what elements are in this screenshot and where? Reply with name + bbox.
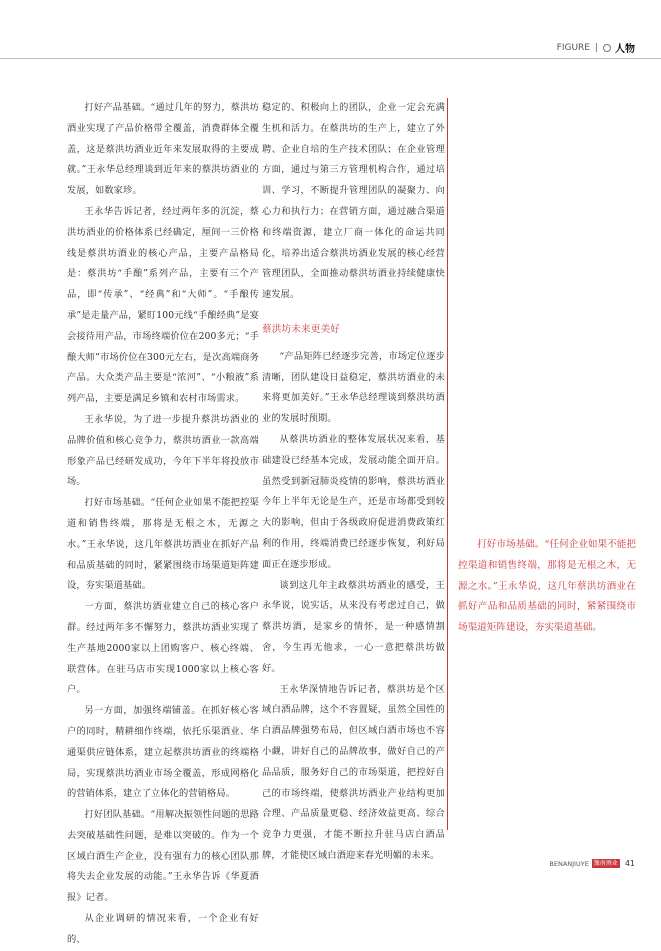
header-divider — [596, 43, 597, 52]
magazine-badge: 豫南酒业 — [593, 860, 618, 867]
category-label: 人物 — [615, 44, 635, 55]
page-header — [557, 40, 635, 55]
spacer — [262, 306, 445, 320]
circle-icon — [603, 44, 611, 52]
paragraph: 打好产品基础。“通过几年的努力，蔡洪坊酒业实现了产品价格带全覆盖，消费群体全覆盖，这是蔡洪坊酒业近年来发展取得的主要成就。”王永华总经理谈到近年来的蔡洪坊酒业的发展，如数家珍。 — [67, 102, 259, 197]
paragraph: “产品矩阵已经逐步完善，市场定位逐步清晰，团队建设日益稳定，蔡洪坊酒业的未来将更加美好。”王永华总经理谈到蔡洪坊酒业的发展时预期。 — [262, 350, 445, 425]
paragraph: 谈到这几年主政蔡洪坊酒业的感受，王永华说，说实话，从来没有考虑过自己，做蔡洪坊酒，是家乡的情怀，是一种感情割舍，今生再无他求，一心一意把蔡洪坊做好。 — [262, 579, 445, 674]
paragraph: 王永华告诉记者，经过两年多的沉淀，蔡洪坊酒业的价格体系已经确定，厘间一三价格线是蔡洪坊酒业的核心产品，主要产品格局是：蔡洪坊“手酿”系列产品，主要有三个产品，即“传承”、“经典”和“大师”。“手酿传承”是走量产品，紧盯100元线“手酿经典”是宴会接待用产品，市场终端价位在200多元；“手酿大师”市场价位在300元左右，是次高端商务产品。大众类产品主要是“浓河”、“小粮液”系列产品，主要是满足乡镇和农村市场需求。 — [67, 205, 259, 405]
article-column-2 — [262, 98, 445, 867]
pull-quote: 打好市场基础。“任何企业如果不能把控渠道和销售终端，那将是无根之木，无源之水。”王永华说，这几年蔡洪坊酒业在抓好产品和品质基础的同时，紧紧围绕市场渠道矩阵建设，夯实渠道基础。 — [458, 539, 636, 634]
paragraph: 打好市场基础。“任何企业如果不能把控渠道和销售终端，那将是无根之木，无源之水。”王永华说，这几年蔡洪坊酒业在抓好产品和品质基础的同时，紧紧围绕市场渠道矩阵建设，夯实渠道基础。 — [67, 497, 259, 592]
paragraph: 稳定的、积极向上的团队，企业一定会充满生机和活力。在蔡洪坊的生产上，建立了外聘、企业自培的生产技术团队；在企业管理方面，通过与第三方管理机构合作，通过培训、学习，不断提升管理团队的凝聚力、向心力和执行力；在营销方面，通过融合渠道和终端资源，建立厂商一体化的命运共同化，培养出适合蔡洪坊酒业发展的核心经营管理团队，全面推动蔡洪坊酒业持续健康快速发展。 — [262, 102, 445, 301]
column-divider — [447, 98, 448, 830]
paragraph: 打好团队基础。“用解决振领性问题的思路去突破基础性问题，是难以突破的。作为一个区域白酒生产企业，没有强有力的核心团队那将失去企业发展的动能。”王永华告诉《华夏酒报》记者。 — [67, 809, 259, 904]
paragraph: 王永华说，为了进一步提升蔡洪坊酒业的品牌价值和核心竞争力，蔡洪坊酒业一款高端形象产品已经研发成功，今年下半年将投放市场。 — [67, 413, 259, 488]
paragraph: 从企业调研的情况来看，一个企业有好的、 — [67, 913, 259, 945]
page-number: 41 — [624, 859, 635, 868]
magazine-name: BENANJIUYE — [549, 859, 589, 868]
section-heading: 蔡洪坊未来更美好 — [262, 323, 340, 335]
paragraph: 王永华深情地告诉记者，蔡洪坊是个区域白酒品牌，这个不容置疑，虽然全国性的白酒品牌强势布局，但区域白酒市场也不容小觑，讲好自己的品牌故事，做好自己的产品品质，服务好自己的市场渠道，把控好自己的市场终端，使蔡洪坊酒业产业结构更加合理、产品质量更稳、经济效益更高、综合竞争力更强，才能不断拉升驻马店白酒品牌，才能使区域白酒迎来春光明媚的未来。 — [262, 683, 445, 861]
paragraph: 一方面，蔡洪坊酒业建立自己的核心客户群。经过两年多不懈努力，蔡洪坊酒业实现了生产基地2000家以上团购客户、核心终端、联营体。在驻马店市实现1000家以上核心客户。 — [67, 601, 259, 696]
article-column-1 — [67, 98, 259, 951]
header-rule — [0, 58, 661, 59]
paragraph: 另一方面，加强终端铺盖。在抓好核心客户的同时，精耕细作终端，依托乐渠酒业、华通渠供应链体系，建立起蔡洪坊酒业的终端格局，实现蔡洪坊酒业市场全覆盖，形成网格化的营销体系，建立了立体化的营销格局。 — [67, 705, 259, 800]
page-footer — [549, 859, 635, 868]
section-label: FIGURE — [556, 42, 590, 53]
paragraph: 从蔡洪坊酒业的整体发展状况来看，基础建设已经基本完成，发展动能全面开启。虽然受到新冠肺炎疫情的影响，蔡洪坊酒业今年上半年无论是生产，还是市场都受到较大的影响，但由于各级政府促进消费政策红利的作用，终端消费已经逐步恢复，利好局面正在逐步形成。 — [262, 433, 445, 570]
